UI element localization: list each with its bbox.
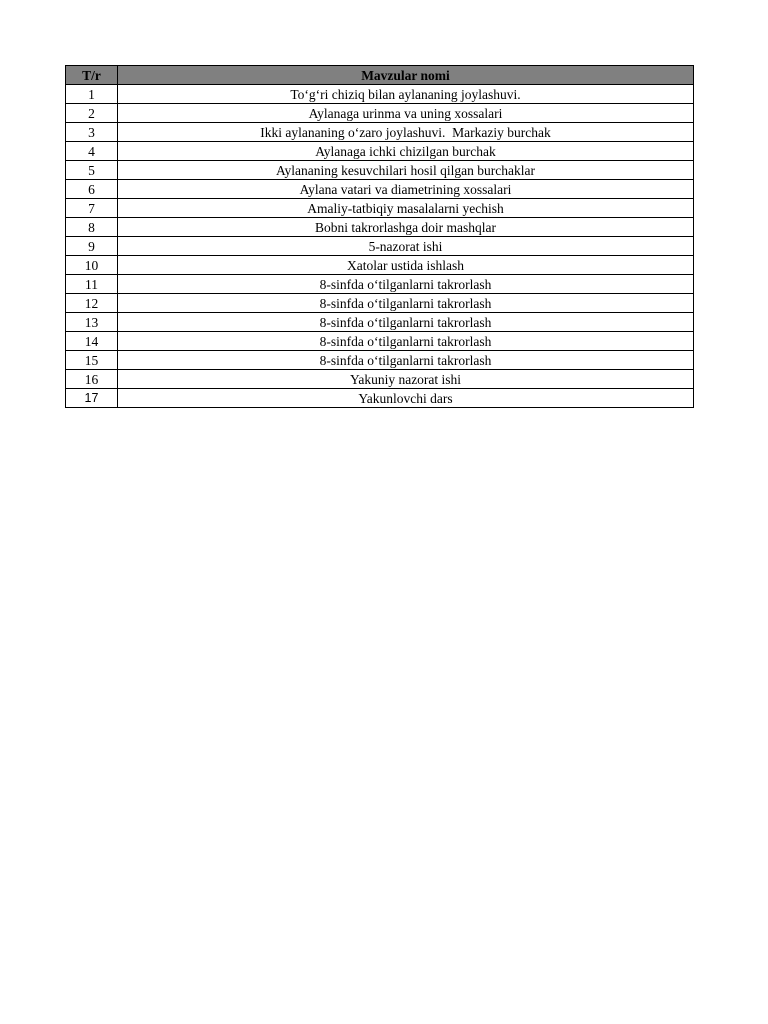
table-body	[66, 85, 694, 408]
row-number: 8	[66, 218, 118, 237]
row-topic: Xatolar ustida ishlash	[118, 256, 694, 275]
row-topic: 8-sinfda o‘tilganlarni takrorlash	[118, 313, 694, 332]
row-number: 3	[66, 123, 118, 142]
table-header	[66, 66, 694, 85]
row-number: 11	[66, 275, 118, 294]
table-row	[66, 142, 694, 161]
table-row	[66, 275, 694, 294]
row-number: 15	[66, 351, 118, 370]
row-topic: 8-sinfda o‘tilganlarni takrorlash	[118, 275, 694, 294]
table-row	[66, 161, 694, 180]
table-row	[66, 313, 694, 332]
table-row	[66, 256, 694, 275]
table-row	[66, 389, 694, 408]
row-topic: 8-sinfda o‘tilganlarni takrorlash	[118, 332, 694, 351]
row-number: 16	[66, 370, 118, 389]
row-number: 5	[66, 161, 118, 180]
row-topic: To‘g‘ri chiziq bilan aylananing joylashuvi.	[118, 85, 694, 104]
table-row	[66, 237, 694, 256]
row-topic: 8-sinfda o‘tilganlarni takrorlash	[118, 294, 694, 313]
row-topic: Aylana vatari va diametrining xossalari	[118, 180, 694, 199]
row-number: 14	[66, 332, 118, 351]
table-row	[66, 85, 694, 104]
table-row	[66, 123, 694, 142]
column-header-number: T/r	[66, 66, 118, 85]
row-number: 1	[66, 85, 118, 104]
table-row	[66, 370, 694, 389]
row-number: 6	[66, 180, 118, 199]
table-row	[66, 199, 694, 218]
row-number: 9	[66, 237, 118, 256]
row-topic: Amaliy-tatbiqiy masalalarni yechish	[118, 199, 694, 218]
row-number: 10	[66, 256, 118, 275]
row-topic: Aylananing kesuvchilari hosil qilgan burchaklar	[118, 161, 694, 180]
column-header-topic: Mavzular nomi	[118, 66, 694, 85]
topics-table	[65, 65, 694, 408]
row-topic: Bobni takrorlashga doir mashqlar	[118, 218, 694, 237]
row-topic: Yakuniy nazorat ishi	[118, 370, 694, 389]
table-row	[66, 180, 694, 199]
row-topic: Ikki aylananing o‘zaro joylashuvi. Markaziy burchak	[118, 123, 694, 142]
row-topic: 8-sinfda o‘tilganlarni takrorlash	[118, 351, 694, 370]
row-number: 4	[66, 142, 118, 161]
row-topic: Aylanaga ichki chizilgan burchak	[118, 142, 694, 161]
table-row	[66, 294, 694, 313]
table-row	[66, 104, 694, 123]
row-number: 7	[66, 199, 118, 218]
table-header-row	[66, 66, 694, 85]
row-number: 12	[66, 294, 118, 313]
row-number: 17	[66, 389, 118, 408]
table-row	[66, 218, 694, 237]
row-topic: Yakunlovchi dars	[118, 389, 694, 408]
row-topic: 5-nazorat ishi	[118, 237, 694, 256]
row-number: 2	[66, 104, 118, 123]
table-row	[66, 351, 694, 370]
table-row	[66, 332, 694, 351]
row-topic: Aylanaga urinma va uning xossalari	[118, 104, 694, 123]
row-number: 13	[66, 313, 118, 332]
